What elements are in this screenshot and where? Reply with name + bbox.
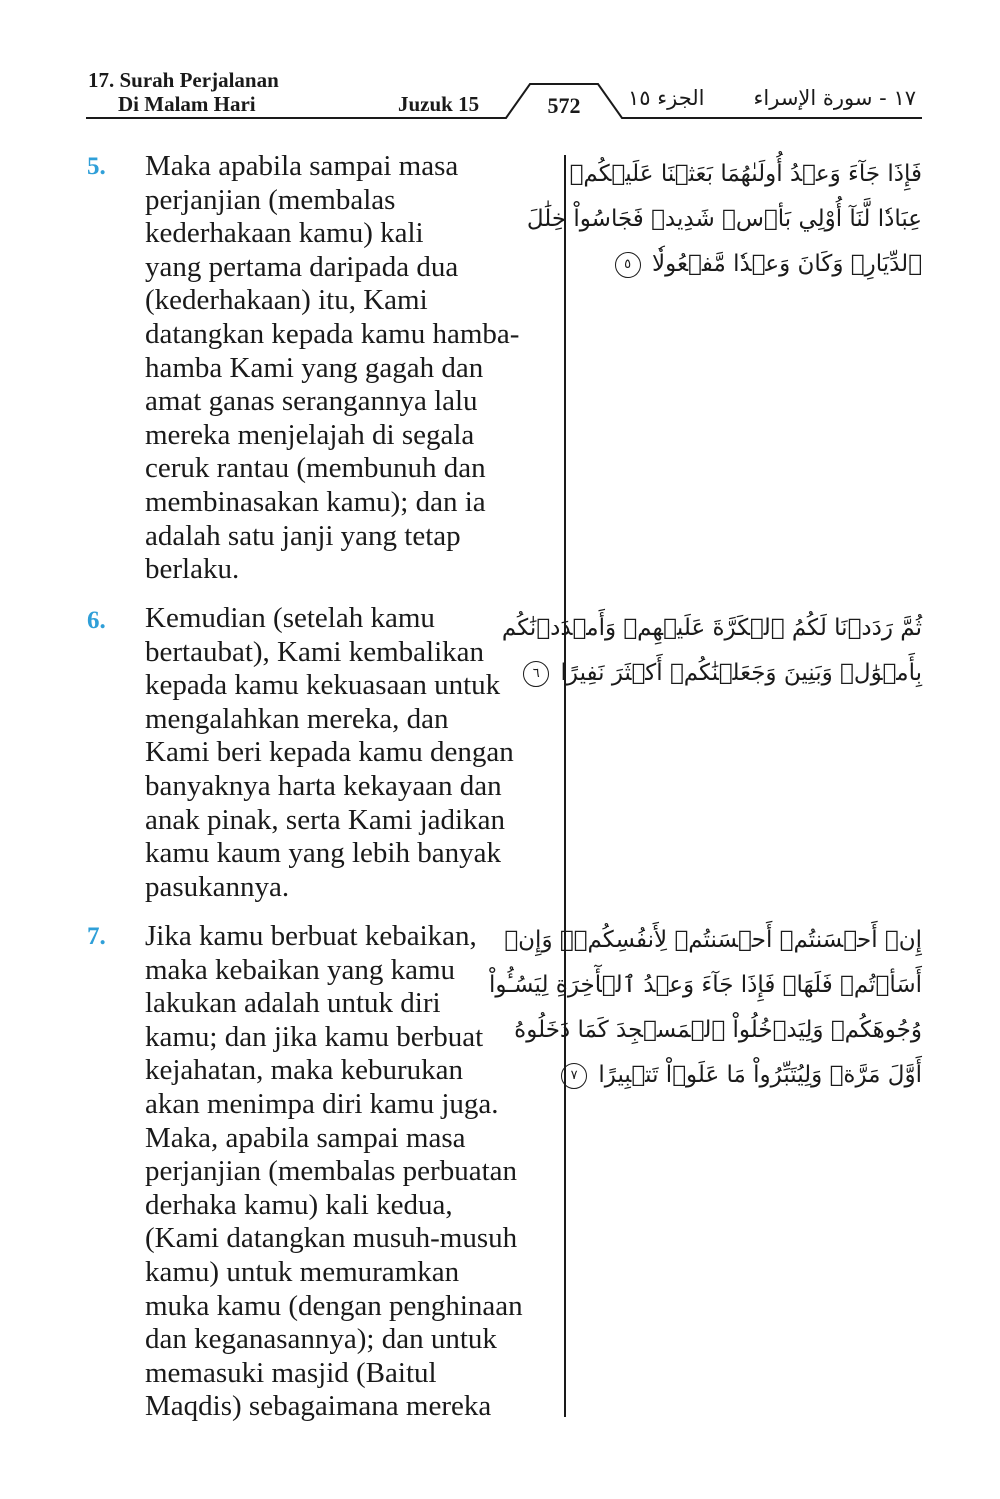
translation-line: kamu kaum yang lebih banyak bbox=[145, 837, 501, 870]
translation-line: kepada kamu kekuasaan untuk bbox=[145, 669, 501, 702]
translation-line: akan menimpa diri kamu juga. bbox=[145, 1087, 499, 1120]
arabic-verse bbox=[526, 152, 922, 287]
translation-line: dan keganasannya); dan untuk bbox=[145, 1323, 497, 1356]
column-divider bbox=[564, 155, 566, 1417]
ayah-number-marker: ٧ bbox=[561, 1063, 587, 1089]
translation-line: Jika kamu berbuat kebaikan, bbox=[145, 920, 477, 952]
translation-line: amat ganas serangannya lalu bbox=[145, 385, 478, 418]
translation-line: Maka, apabila sampai masa bbox=[145, 1121, 466, 1154]
arabic-line: عِبَادٗا لَّنَآ أُوْلِي بَأۡسٖ شَدِيدٖ فَجَاسُواْ خِلَٰلَ bbox=[526, 206, 922, 232]
arabic-line-last bbox=[584, 242, 922, 287]
surah-title-latin-line1: 17. Surah Perjalanan bbox=[88, 68, 279, 92]
verse-translation bbox=[145, 602, 550, 904]
arabic-line: ٱلدِّيَارِۚ وَكَانَ وَعۡدٗا مَّفۡعُولٗا bbox=[651, 251, 922, 277]
arabic-verse bbox=[489, 918, 922, 1098]
verse-translation bbox=[145, 150, 550, 587]
translation-line: ceruk rantau (membunuh dan bbox=[145, 452, 486, 485]
translation-line: kederhakaan kamu) kali bbox=[145, 217, 424, 250]
translation-line: memasuki masjid (Baitul bbox=[145, 1356, 437, 1389]
arabic-line-last bbox=[532, 651, 922, 696]
translation-line: (kederhakaan) itu, Kami bbox=[145, 284, 428, 317]
translation-line: kejahatan, maka keburukan bbox=[145, 1054, 464, 1087]
juz-label-arabic: الجزء ١٥ bbox=[628, 86, 705, 110]
ayah-number-marker: ٦ bbox=[523, 661, 549, 687]
surah-title-latin-line2: Di Malam Hari bbox=[118, 92, 256, 116]
verse-number: 7. bbox=[87, 923, 106, 950]
translation-line: kamu) untuk memuramkan bbox=[145, 1255, 460, 1288]
translation-line: mengalahkan mereka, dan bbox=[145, 702, 449, 735]
translation-line: muka kamu (dengan penghinaan bbox=[145, 1289, 523, 1322]
surah-title-arabic: ١٧ - سورة الإسراء bbox=[753, 86, 916, 110]
arabic-verse bbox=[501, 606, 922, 696]
translation-line: hamba Kami yang gagah dan bbox=[145, 351, 484, 384]
juzuk-label: Juzuk 15 bbox=[398, 92, 480, 116]
translation-line: pasukannya. bbox=[145, 870, 290, 903]
page-number: 572 bbox=[547, 93, 581, 118]
translation-line: datangkan kepada kamu hamba- bbox=[145, 317, 520, 350]
ayah-number-marker: ٥ bbox=[615, 252, 641, 278]
header-rule bbox=[0, 0, 1000, 130]
translation-line: bertaubat), Kami kembalikan bbox=[145, 635, 485, 668]
arabic-line: فَإِذَا جَآءَ وَعۡدُ أُولَىٰهُمَا بَعَثۡنَا عَلَيۡكُمۡ bbox=[569, 161, 922, 187]
verse-number: 6. bbox=[87, 607, 106, 634]
page-header bbox=[0, 0, 1000, 130]
translation-line: lakukan adalah untuk diri bbox=[145, 987, 441, 1020]
translation-line: berlaku. bbox=[145, 553, 240, 586]
translation-line: (Kami datangkan musuh-musuh bbox=[145, 1222, 518, 1255]
translation-line: membinasakan kamu); dan ia bbox=[145, 485, 486, 518]
translation-line: Kami beri kepada kamu dengan bbox=[145, 736, 514, 769]
verse-number: 5. bbox=[87, 153, 106, 180]
translation-line: anak pinak, serta Kami jadikan bbox=[145, 803, 505, 836]
translation-line: perjanjian (membalas perbuatan bbox=[145, 1155, 518, 1188]
translation-line: Maka apabila sampai masa bbox=[145, 150, 459, 182]
arabic-line: بِأَمۡوَٰلٖ وَبَنِينَ وَجَعَلۡنَٰكُمۡ أَكۡثَرَ نَفِيرًا bbox=[560, 660, 922, 686]
arabic-line: إِنۡ أَحۡسَنتُمۡ أَحۡسَنتُمۡ لِأَنفُسِكُمۡۖ وَإِنۡ bbox=[504, 927, 922, 953]
translation-line: perjanjian (membalas bbox=[145, 183, 396, 216]
arabic-line: ثُمَّ رَدَدۡنَا لَكُمُ ٱلۡكَرَّةَ عَلَيۡهِمۡ وَأَمۡدَدۡنَٰكُم bbox=[501, 615, 922, 641]
translation-line: banyaknya harta kekayaan dan bbox=[145, 769, 502, 802]
arabic-line: وُجُوهَكُمۡ وَلِيَدۡخُلُواْ ٱلۡمَسۡجِدَ كَمَا دَخَلُوهُ bbox=[514, 1017, 922, 1043]
translation-line: derhaka kamu) kali kedua, bbox=[145, 1188, 453, 1221]
arabic-line: أَوَّلَ مَرَّةٖ وَلِيُتَبِّرُواْ مَا عَلَوۡاْ تَتۡبِيرًا bbox=[598, 1062, 922, 1088]
translation-line: Kemudian (setelah kamu bbox=[145, 602, 435, 634]
arabic-line-last bbox=[570, 1053, 922, 1098]
arabic-line: أَسَأۡتُمۡ فَلَهَاۚ فَإِذَا جَآءَ وَعۡدُ ٱلۡأٓخِرَةِ لِيَسُـُٔواْ bbox=[489, 972, 922, 998]
translation-line: yang pertama daripada dua bbox=[145, 250, 459, 283]
translation-line: adalah satu janji yang tetap bbox=[145, 519, 461, 552]
translation-line: Maqdis) sebagaimana mereka bbox=[145, 1390, 492, 1423]
translation-line: maka kebaikan yang kamu bbox=[145, 953, 456, 986]
translation-line: mereka menjelajah di segala bbox=[145, 418, 475, 451]
translation-line: kamu; dan jika kamu berbuat bbox=[145, 1020, 484, 1053]
